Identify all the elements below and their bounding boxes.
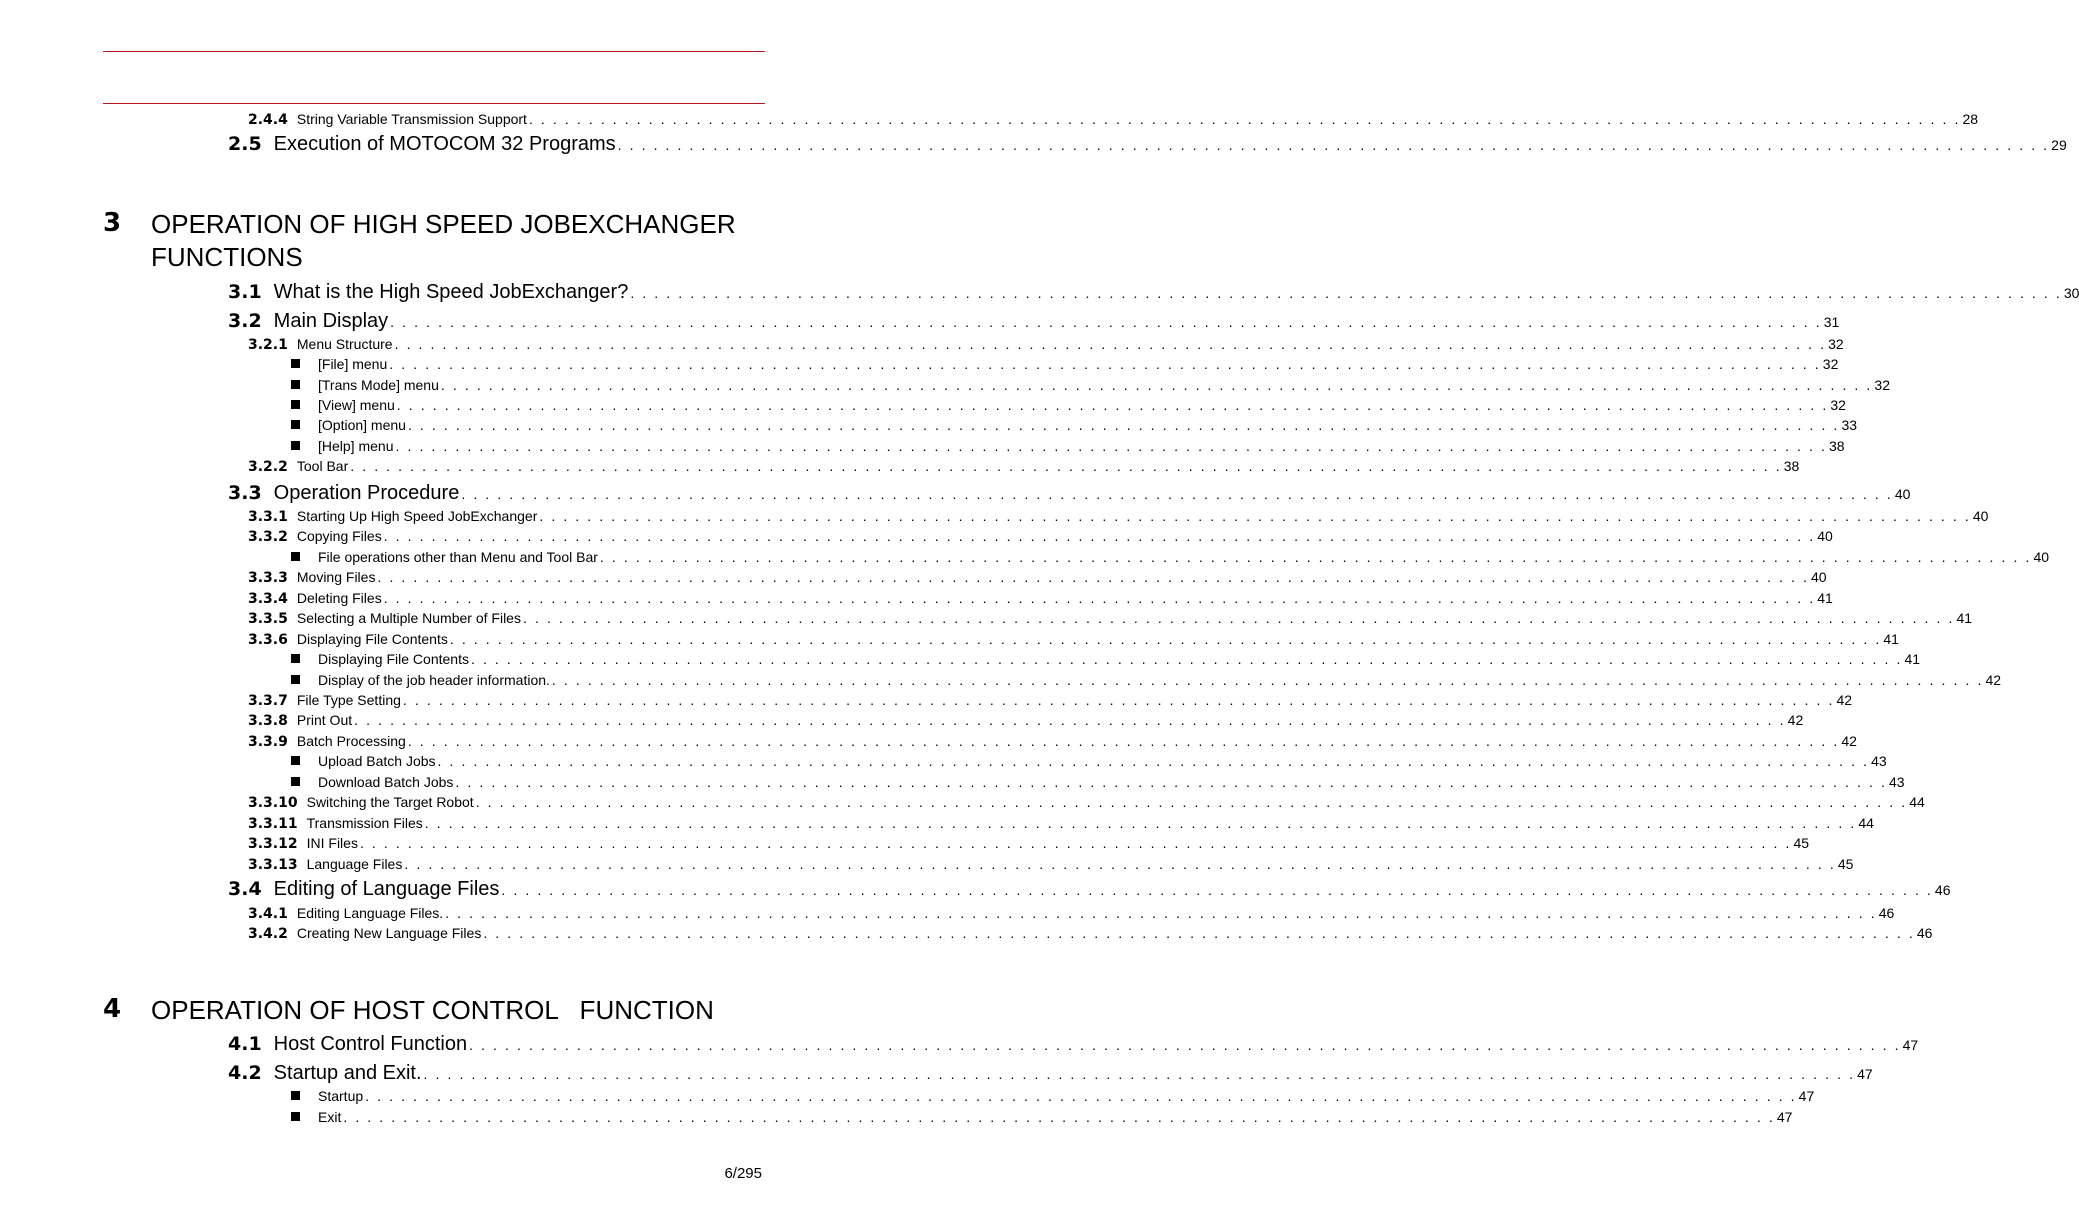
toc-entry-page: 44 bbox=[1858, 815, 1874, 831]
toc-entry-title: Editing Language Files. bbox=[296, 905, 444, 921]
toc-entry-page: 33 bbox=[1841, 417, 1858, 433]
dot-leader: . . . . . . . . . . . . . . . . . . . . . . . . . . . . . . . . . . . . . . . . . . . . . . . . . . . . . . . . . . . . . . . . . . . . . . . . . . . . . . . . . . . . . . . . . . . . . . . . . . . . . . . . . . . . . . . . . . . . . . . . bbox=[617, 137, 2050, 153]
toc-entry-title: Menu Structure bbox=[296, 336, 393, 352]
toc-entry[interactable] bbox=[248, 692, 1853, 709]
dot-leader: . . . . . . . . . . . . . . . . . . . . . . . . . . . . . . . . . . . . . . . . . . . . . . . . . . . . . . . . . . . . . . . . . . . . . . . . . . . . . . . . . . . . . . . . . . . . . . . . . . . . . . . . . . . . . . . . . . . . . . . . bbox=[395, 438, 1828, 454]
toc-entry-page: 45 bbox=[1837, 856, 1854, 872]
toc-entry-title: Language Files bbox=[306, 856, 403, 872]
toc-entry-title: Host Control Function bbox=[273, 1033, 468, 1055]
toc-entry-page: 47 bbox=[1798, 1088, 1815, 1104]
dot-leader: . . . . . . . . . . . . . . . . . . . . . . . . . . . . . . . . . . . . . . . . . . . . . . . . . . . . . . . . . . . . . . . . . . . . . . . . . . . . . . . . . . . . . . . . . . . . . . . . . . . . . . . . . . . . . . . . . . . . . . . . bbox=[365, 1088, 1797, 1104]
square-bullet-icon bbox=[291, 675, 300, 684]
toc-entry-number: 3.3.12 bbox=[248, 836, 298, 852]
square-bullet-icon bbox=[291, 441, 300, 450]
toc-entry[interactable] bbox=[228, 482, 1911, 505]
toc-entry-number: 3.3.8 bbox=[248, 713, 288, 729]
square-bullet-icon bbox=[291, 420, 300, 429]
toc-entry[interactable] bbox=[248, 905, 1895, 922]
toc-entry-page: 42 bbox=[1836, 692, 1853, 708]
dot-leader: . . . . . . . . . . . . . . . . . . . . . . . . . . . . . . . . . . . . . . . . . . . . . . . . . . . . . . . . . . . . . . . . . . . . . . . . . . . . . . . . . . . . . . . . . . . . . . . . . . . . . . . . . . . . . . . . . . . . . . . . bbox=[449, 631, 1882, 647]
dot-leader: . . . . . . . . . . . . . . . . . . . . . . . . . . . . . . . . . . . . . . . . . . . . . . . . . . . . . . . . . . . . . . . . . . . . . . . . . . . . . . . . . . . . . . . . . . . . . . . . . . . . . . . . . . . . . . . . . . . . . . . . bbox=[377, 569, 1809, 585]
dot-leader: . . . . . . . . . . . . . . . . . . . . . . . . . . . . . . . . . . . . . . . . . . . . . . . . . . . . . . . . . . . . . . . . . . . . . . . . . . . . . . . . . . . . . . . . . . . . . . . . . . . . . . . . . . . . . . . . . . . . . . . . bbox=[394, 336, 1827, 352]
toc-entry[interactable] bbox=[228, 133, 2067, 156]
toc-entry-page: 40 bbox=[1817, 528, 1833, 544]
toc-entry-title: Displaying File Contents bbox=[296, 631, 448, 647]
toc-entry[interactable] bbox=[248, 590, 1833, 607]
dot-leader: . . . . . . . . . . . . . . . . . . . . . . . . . . . . . . . . . . . . . . . . . . . . . . . . . . . . . . . . . . . . . . . . . . . . . . . . . . . . . . . . . . . . . . . . . . . . . . . . . . . . . . . . . . . . . . . . . . . . . . . . bbox=[396, 397, 1829, 413]
toc-entry-page: 30 bbox=[2063, 285, 2079, 301]
dot-leader: . . . . . . . . . . . . . . . . . . . . . . . . . . . . . . . . . . . . . . . . . . . . . . . . . . . . . . . . . . . . . . . . . . . . . . . . . . . . . . . . . . . . . . . . . . . . . . . . . . . . . . . . . . . . . . . . . . . . . . . . bbox=[539, 508, 1971, 524]
toc-entry[interactable] bbox=[291, 651, 1921, 667]
dot-leader: . . . . . . . . . . . . . . . . . . . . . . . . . . . . . . . . . . . . . . . . . . . . . . . . . . . . . . . . . . . . . . . . . . . . . . . . . . . . . . . . . . . . . . . . . . . . . . . . . . . . . . . . . . . . . . . . . . . . . . . . bbox=[423, 1066, 1856, 1082]
toc-entry-number: 3.4.2 bbox=[248, 926, 288, 942]
dot-leader: . . . . . . . . . . . . . . . . . . . . . . . . . . . . . . . . . . . . . . . . . . . . . . . . . . . . . . . . . . . . . . . . . . . . . . . . . . . . . . . . . . . . . . . . . . . . . . . . . . . . . . . . . . . . . . . . . . . . . . . . bbox=[522, 610, 1955, 626]
toc-entry-title: [Trans Mode] menu bbox=[318, 377, 439, 393]
toc-entry[interactable] bbox=[248, 458, 1800, 475]
toc-entry[interactable] bbox=[228, 878, 1951, 901]
toc-entry-number: 3.3.3 bbox=[248, 570, 288, 586]
toc-entry[interactable] bbox=[291, 1109, 1793, 1125]
dot-leader: . . . . . . . . . . . . . . . . . . . . . . . . . . . . . . . . . . . . . . . . . . . . . . . . . . . . . . . . . . . . . . . . . . . . . . . . . . . . . . . . . . . . . . . . . . . . . . . . . . . . . . . . . . . . . . . . . . . . . . . . bbox=[469, 1037, 1901, 1053]
toc-entry-number: 3.3.13 bbox=[248, 857, 298, 873]
toc-entry-title: Editing of Language Files bbox=[273, 878, 500, 900]
toc-entry-title: Exit bbox=[318, 1109, 342, 1125]
toc-entry[interactable] bbox=[228, 281, 2079, 304]
chapter-title bbox=[151, 208, 736, 274]
toc-entry-page: 41 bbox=[1904, 651, 1921, 667]
square-bullet-icon bbox=[291, 359, 300, 368]
square-bullet-icon bbox=[291, 756, 300, 765]
dot-leader: . . . . . . . . . . . . . . . . . . . . . . . . . . . . . . . . . . . . . . . . . . . . . . . . . . . . . . . . . . . . . . . . . . . . . . . . . . . . . . . . . . . . . . . . . . . . . . . . . . . . . . . . . . . . . . . . . . . . . . . . bbox=[630, 285, 2062, 301]
toc-entry[interactable] bbox=[291, 377, 1890, 393]
toc-entry-number: 3.1 bbox=[228, 281, 262, 303]
toc-entry-page: 46 bbox=[1878, 905, 1895, 921]
toc-entry[interactable] bbox=[291, 356, 1839, 372]
square-bullet-icon bbox=[291, 654, 300, 663]
toc-entry-page: 40 bbox=[1811, 569, 1827, 585]
toc-entry-title: File operations other than Menu and Tool Bar bbox=[318, 549, 598, 565]
toc-entry-page: 40 bbox=[1894, 486, 1911, 502]
toc-entry-title: Creating New Language Files bbox=[296, 925, 482, 941]
toc-entry-number: 3.3.9 bbox=[248, 734, 288, 750]
chapter-number: 3 bbox=[103, 208, 122, 238]
dot-leader: . . . . . . . . . . . . . . . . . . . . . . . . . . . . . . . . . . . . . . . . . . . . . . . . . . . . . . . . . . . . . . . . . . . . . . . . . . . . . . . . . . . . . . . . . . . . . . . . . . . . . . . . . . . . . . . . . . . . . . . . bbox=[483, 925, 1915, 941]
toc-entry-title: Execution of MOTOCOM 32 Programs bbox=[273, 133, 616, 155]
dot-leader: . . . . . . . . . . . . . . . . . . . . . . . . . . . . . . . . . . . . . . . . . . . . . . . . . . . . . . . . . . . . . . . . . . . . . . . . . . . . . . . . . . . . . . . . . . . . . . . . . . . . . . . . . . . . . . . . . . . . . . . . bbox=[501, 882, 1933, 898]
toc-entry-page: 40 bbox=[2033, 549, 2050, 565]
dot-leader: . . . . . . . . . . . . . . . . . . . . . . . . . . . . . . . . . . . . . . . . . . . . . . . . . . . . . . . . . . . . . . . . . . . . . . . . . . . . . . . . . . . . . . . . . . . . . . . . . . . . . . . . . . . . . . . . . . . . . . . . bbox=[354, 712, 1786, 728]
toc-entry-page: 28 bbox=[1962, 111, 1979, 127]
toc-entry-number: 3.3.2 bbox=[248, 529, 288, 545]
dot-leader: . . . . . . . . . . . . . . . . . . . . . . . . . . . . . . . . . . . . . . . . . . . . . . . . . . . . . . . . . . . . . . . . . . . . . . . . . . . . . . . . . . . . . . . . . . . . . . . . . . . . . . . . . . . . . . . . . . . . . . . . bbox=[445, 905, 1877, 921]
toc-entry-title: Displaying File Contents bbox=[318, 651, 469, 667]
toc-entry-title: Print Out bbox=[296, 712, 353, 728]
chapter-heading bbox=[103, 994, 765, 1027]
dot-leader: . . . . . . . . . . . . . . . . . . . . . . . . . . . . . . . . . . . . . . . . . . . . . . . . . . . . . . . . . . . . . . . . . . . . . . . . . . . . . . . . . . . . . . . . . . . . . . . . . . . . . . . . . . . . . . . . . . . . . . . . bbox=[350, 458, 1782, 474]
toc-entry[interactable] bbox=[291, 549, 2050, 565]
toc-entry-title: Upload Batch Jobs bbox=[318, 753, 436, 769]
dot-leader: . . . . . . . . . . . . . . . . . . . . . . . . . . . . . . . . . . . . . . . . . . . . . . . . . . . . . . . . . . . . . . . . . . . . . . . . . . . . . . . . . . . . . . . . . . . . . . . . . . . . . . . . . . . . . . . . . . . . . . . . bbox=[599, 549, 2032, 565]
toc-entry[interactable] bbox=[291, 397, 1846, 413]
toc-entry-title: [View] menu bbox=[318, 397, 395, 413]
toc-entry-number: 4.1 bbox=[228, 1033, 262, 1055]
toc-entry-title: Selecting a Multiple Number of Files bbox=[296, 610, 521, 626]
toc-entry-title: Starting Up High Speed JobExchanger bbox=[296, 508, 538, 524]
chapter-title-line: OPERATION OF HOST CONTROL FUNCTION bbox=[151, 995, 714, 1025]
toc-entry-number: 3.3.7 bbox=[248, 693, 288, 709]
toc-entry-title: Switching the Target Robot bbox=[306, 794, 474, 810]
toc-entry-title: Download Batch Jobs bbox=[318, 774, 454, 790]
chapter-title bbox=[151, 994, 714, 1027]
toc-entry[interactable] bbox=[248, 528, 1833, 545]
toc-entry-page: 41 bbox=[1817, 590, 1833, 606]
toc-entry-page: 44 bbox=[1909, 794, 1925, 810]
toc-entry[interactable] bbox=[291, 672, 2002, 688]
dot-leader: . . . . . . . . . . . . . . . . . . . . . . . . . . . . . . . . . . . . . . . . . . . . . . . . . . . . . . . . . . . . . . . . . . . . . . . . . . . . . . . . . . . . . . . . . . . . . . . . . . . . . . . . . . . . . . . . . . . . . . . . bbox=[551, 672, 1984, 688]
dot-leader: . . . . . . . . . . . . . . . . . . . . . . . . . . . . . . . . . . . . . . . . . . . . . . . . . . . . . . . . . . . . . . . . . . . . . . . . . . . . . . . . . . . . . . . . . . . . . . . . . . . . . . . . . . . . . . . . . . . . . . . . bbox=[404, 856, 1836, 872]
toc-entry-number: 3.2.2 bbox=[248, 459, 288, 475]
toc-entry-page: 41 bbox=[1956, 610, 1973, 626]
dot-leader: . . . . . . . . . . . . . . . . . . . . . . . . . . . . . . . . . . . . . . . . . . . . . . . . . . . . . . . . . . . . . . . . . . . . . . . . . . . . . . . . . . . . . . . . . . . . . . . . . . . . . . . . . . . . . . . . . . . . . . . . bbox=[475, 794, 1908, 810]
dot-leader: . . . . . . . . . . . . . . . . . . . . . . . . . . . . . . . . . . . . . . . . . . . . . . . . . . . . . . . . . . . . . . . . . . . . . . . . . . . . . . . . . . . . . . . . . . . . . . . . . . . . . . . . . . . . . . . . . . . . . . . . bbox=[383, 590, 1816, 606]
square-bullet-icon bbox=[291, 380, 300, 389]
toc-entry-number: 3.2.1 bbox=[248, 337, 288, 353]
square-bullet-icon bbox=[291, 400, 300, 409]
toc-entry[interactable] bbox=[248, 336, 1844, 353]
toc-entry[interactable] bbox=[248, 569, 1827, 586]
toc-entry-page: 32 bbox=[1874, 377, 1890, 393]
toc-entry-number: 3.3.10 bbox=[248, 795, 298, 811]
toc-entry-page: 40 bbox=[1972, 508, 1989, 524]
toc-entry-title: Operation Procedure bbox=[273, 482, 460, 504]
toc-entry-title: Main Display bbox=[273, 310, 389, 332]
toc-entry-page: 46 bbox=[1916, 925, 1933, 941]
toc-entry-page: 43 bbox=[1871, 753, 1887, 769]
toc-entry-number: 4.2 bbox=[228, 1062, 262, 1084]
toc-entry-page: 45 bbox=[1793, 835, 1810, 851]
toc-entry-number: 3.3.6 bbox=[248, 632, 288, 648]
toc-entry[interactable] bbox=[291, 417, 1858, 433]
toc-entry-number: 3.3.11 bbox=[248, 816, 298, 832]
dot-leader: . . . . . . . . . . . . . . . . . . . . . . . . . . . . . . . . . . . . . . . . . . . . . . . . . . . . . . . . . . . . . . . . . . . . . . . . . . . . . . . . . . . . . . . . . . . . . . . . . . . . . . . . . . . . . . . . . . . . . . . . bbox=[407, 733, 1840, 749]
toc-entry-title: [Option] menu bbox=[318, 417, 406, 433]
toc-entry-page: 29 bbox=[2051, 137, 2067, 153]
toc-entry[interactable] bbox=[248, 856, 1854, 873]
dot-leader: . . . . . . . . . . . . . . . . . . . . . . . . . . . . . . . . . . . . . . . . . . . . . . . . . . . . . . . . . . . . . . . . . . . . . . . . . . . . . . . . . . . . . . . . . . . . . . . . . . . . . . . . . . . . . . . . . . . . . . . . bbox=[440, 377, 1873, 393]
dot-leader: . . . . . . . . . . . . . . . . . . . . . . . . . . . . . . . . . . . . . . . . . . . . . . . . . . . . . . . . . . . . . . . . . . . . . . . . . . . . . . . . . . . . . . . . . . . . . . . . . . . . . . . . . . . . . . . . . . . . . . . . bbox=[390, 314, 1822, 330]
toc-entry-title: Copying Files bbox=[296, 528, 382, 544]
toc-entry-page: 42 bbox=[1787, 712, 1804, 728]
toc-entry[interactable] bbox=[228, 1062, 1873, 1085]
toc-entry-number: 3.3.1 bbox=[248, 509, 288, 525]
toc-entry-title: Transmission Files bbox=[306, 815, 423, 831]
toc-entry[interactable] bbox=[248, 925, 1933, 942]
toc-entry[interactable] bbox=[291, 753, 1887, 769]
toc-entry[interactable] bbox=[248, 733, 1857, 750]
toc-entry-page: 47 bbox=[1902, 1037, 1919, 1053]
square-bullet-icon bbox=[291, 552, 300, 561]
dot-leader: . . . . . . . . . . . . . . . . . . . . . . . . . . . . . . . . . . . . . . . . . . . . . . . . . . . . . . . . . . . . . . . . . . . . . . . . . . . . . . . . . . . . . . . . . . . . . . . . . . . . . . . . . . . . . . . . . . . . . . . . bbox=[461, 486, 1893, 502]
toc-entry[interactable] bbox=[248, 508, 1989, 525]
square-bullet-icon bbox=[291, 1112, 300, 1121]
chapter-number: 4 bbox=[103, 994, 122, 1024]
toc-entry[interactable] bbox=[248, 610, 1973, 627]
toc-entry-title: INI Files bbox=[306, 835, 358, 851]
toc-entry-page: 41 bbox=[1883, 631, 1899, 647]
toc-entry-number: 3.4.1 bbox=[248, 906, 288, 922]
dot-leader: . . . . . . . . . . . . . . . . . . . . . . . . . . . . . . . . . . . . . . . . . . . . . . . . . . . . . . . . . . . . . . . . . . . . . . . . . . . . . . . . . . . . . . . . . . . . . . . . . . . . . . . . . . . . . . . . . . . . . . . . bbox=[389, 356, 1821, 372]
toc-entry-title: Moving Files bbox=[296, 569, 376, 585]
toc-entry-title: Tool Bar bbox=[296, 458, 349, 474]
toc-entry-page: 32 bbox=[1830, 397, 1846, 413]
toc-entry[interactable] bbox=[248, 835, 1810, 852]
toc-entry-title: Batch Processing bbox=[296, 733, 406, 749]
toc-entry-number: 2.5 bbox=[228, 133, 262, 155]
dot-leader: . . . . . . . . . . . . . . . . . . . . . . . . . . . . . . . . . . . . . . . . . . . . . . . . . . . . . . . . . . . . . . . . . . . . . . . . . . . . . . . . . . . . . . . . . . . . . . . . . . . . . . . . . . . . . . . . . . . . . . . . bbox=[383, 528, 1816, 544]
toc-entry[interactable] bbox=[248, 631, 1899, 648]
toc-entry-page: 32 bbox=[1828, 336, 1844, 352]
dot-leader: . . . . . . . . . . . . . . . . . . . . . . . . . . . . . . . . . . . . . . . . . . . . . . . . . . . . . . . . . . . . . . . . . . . . . . . . . . . . . . . . . . . . . . . . . . . . . . . . . . . . . . . . . . . . . . . . . . . . . . . . bbox=[407, 417, 1840, 433]
dot-leader: . . . . . . . . . . . . . . . . . . . . . . . . . . . . . . . . . . . . . . . . . . . . . . . . . . . . . . . . . . . . . . . . . . . . . . . . . . . . . . . . . . . . . . . . . . . . . . . . . . . . . . . . . . . . . . . . . . . . . . . . bbox=[470, 651, 1903, 667]
square-bullet-icon bbox=[291, 1091, 300, 1100]
toc-entry[interactable] bbox=[291, 774, 1905, 790]
toc-entry[interactable] bbox=[228, 1033, 1919, 1056]
toc-entry[interactable] bbox=[248, 794, 1925, 811]
page-number: 6/295 bbox=[724, 1165, 762, 1182]
toc-entry[interactable] bbox=[291, 438, 1845, 454]
toc-entry-page: 47 bbox=[1857, 1066, 1873, 1082]
toc-entry-title: What is the High Speed JobExchanger? bbox=[273, 281, 629, 303]
toc-entry-number: 3.3.4 bbox=[248, 591, 288, 607]
chapter-title-line: FUNCTIONS bbox=[151, 242, 303, 272]
toc-entry[interactable] bbox=[248, 111, 1979, 128]
square-bullet-icon bbox=[291, 777, 300, 786]
toc-entry-page: 31 bbox=[1823, 314, 1840, 330]
toc-entry-page: 38 bbox=[1829, 438, 1845, 454]
toc-entry-title: [Help] menu bbox=[318, 438, 394, 454]
toc-entry[interactable] bbox=[228, 310, 1840, 333]
toc-entry-title: Startup and Exit. bbox=[273, 1062, 422, 1084]
toc-entry-title: Startup bbox=[318, 1088, 364, 1104]
dot-leader: . . . . . . . . . . . . . . . . . . . . . . . . . . . . . . . . . . . . . . . . . . . . . . . . . . . . . . . . . . . . . . . . . . . . . . . . . . . . . . . . . . . . . . . . . . . . . . . . . . . . . . . . . . . . . . . . . . . . . . . . bbox=[528, 111, 1961, 127]
toc-entry-number: 3.2 bbox=[228, 310, 262, 332]
dot-leader: . . . . . . . . . . . . . . . . . . . . . . . . . . . . . . . . . . . . . . . . . . . . . . . . . . . . . . . . . . . . . . . . . . . . . . . . . . . . . . . . . . . . . . . . . . . . . . . . . . . . . . . . . . . . . . . . . . . . . . . . bbox=[455, 774, 1887, 790]
chapter-heading bbox=[103, 208, 765, 274]
toc-entry-number: 3.3 bbox=[228, 482, 262, 504]
toc-entry-number: 3.3.5 bbox=[248, 611, 288, 627]
dot-leader: . . . . . . . . . . . . . . . . . . . . . . . . . . . . . . . . . . . . . . . . . . . . . . . . . . . . . . . . . . . . . . . . . . . . . . . . . . . . . . . . . . . . . . . . . . . . . . . . . . . . . . . . . . . . . . . . . . . . . . . . bbox=[424, 815, 1857, 831]
toc-entry-page: 43 bbox=[1888, 774, 1905, 790]
dot-leader: . . . . . . . . . . . . . . . . . . . . . . . . . . . . . . . . . . . . . . . . . . . . . . . . . . . . . . . . . . . . . . . . . . . . . . . . . . . . . . . . . . . . . . . . . . . . . . . . . . . . . . . . . . . . . . . . . . . . . . . . bbox=[359, 835, 1792, 851]
chapter-title-line: OPERATION OF HIGH SPEED JOBEXCHANGER bbox=[151, 209, 736, 239]
toc-entry-number: 2.4.4 bbox=[248, 112, 288, 128]
toc-entry-page: 47 bbox=[1776, 1109, 1793, 1125]
toc-entry-page: 46 bbox=[1934, 882, 1951, 898]
toc-entry-title: [File] menu bbox=[318, 356, 388, 372]
toc-entry-title: File Type Setting bbox=[296, 692, 401, 708]
toc-entry-number: 3.4 bbox=[228, 878, 262, 900]
toc-entry[interactable] bbox=[291, 1088, 1815, 1104]
toc-entry-page: 42 bbox=[1985, 672, 2002, 688]
dot-leader: . . . . . . . . . . . . . . . . . . . . . . . . . . . . . . . . . . . . . . . . . . . . . . . . . . . . . . . . . . . . . . . . . . . . . . . . . . . . . . . . . . . . . . . . . . . . . . . . . . . . . . . . . . . . . . . . . . . . . . . . bbox=[343, 1109, 1775, 1125]
toc-entry[interactable] bbox=[248, 712, 1804, 729]
toc-entry-title: String Variable Transmission Support bbox=[296, 111, 527, 127]
toc-entry-page: 42 bbox=[1841, 733, 1857, 749]
toc-entry-page: 38 bbox=[1783, 458, 1800, 474]
toc-entry-title: Deleting Files bbox=[296, 590, 382, 606]
dot-leader: . . . . . . . . . . . . . . . . . . . . . . . . . . . . . . . . . . . . . . . . . . . . . . . . . . . . . . . . . . . . . . . . . . . . . . . . . . . . . . . . . . . . . . . . . . . . . . . . . . . . . . . . . . . . . . . . . . . . . . . . bbox=[437, 753, 1870, 769]
dot-leader: . . . . . . . . . . . . . . . . . . . . . . . . . . . . . . . . . . . . . . . . . . . . . . . . . . . . . . . . . . . . . . . . . . . . . . . . . . . . . . . . . . . . . . . . . . . . . . . . . . . . . . . . . . . . . . . . . . . . . . . . bbox=[402, 692, 1835, 708]
toc-entry[interactable] bbox=[248, 815, 1874, 832]
toc-entry-title: Display of the job header information. bbox=[318, 672, 550, 688]
toc-entry-page: 32 bbox=[1822, 356, 1839, 372]
